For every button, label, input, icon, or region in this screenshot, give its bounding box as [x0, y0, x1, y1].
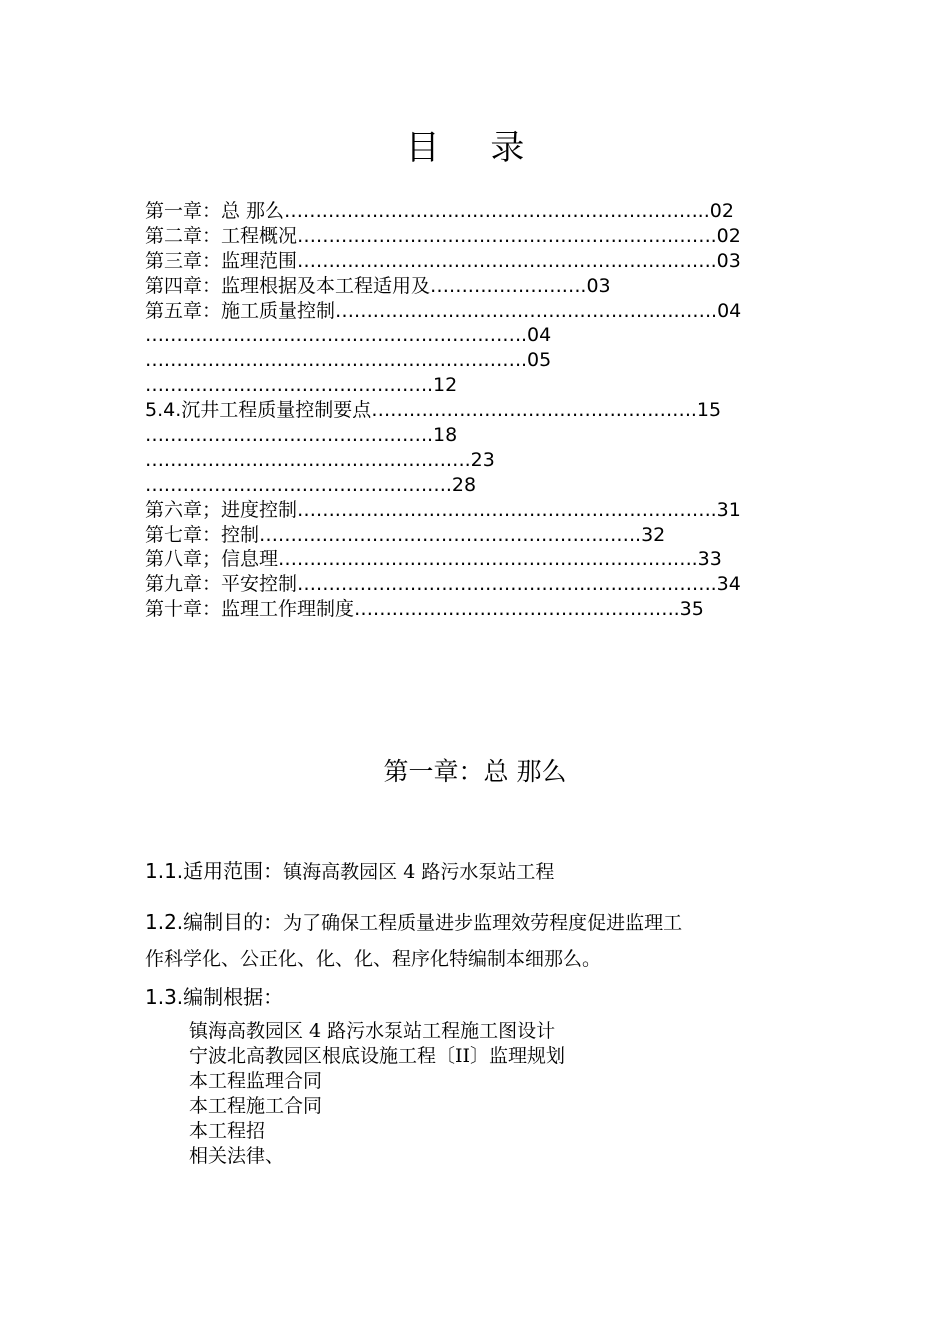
toc-leader: ……………………………………… [145, 424, 428, 447]
toc-page-number: ..02 [697, 200, 734, 222]
list-item: 本工程监理合同 [189, 1070, 323, 1092]
section-heading: 1.1.适用范围： [145, 859, 284, 883]
toc-leader: ………………………………………………………… [297, 249, 711, 272]
section-1-3 [145, 979, 283, 1015]
toc-entry[interactable] [145, 523, 825, 548]
section-1-1 [145, 853, 554, 890]
toc-entry-label: 第七章：控制 [145, 523, 260, 546]
list-item: 宁波北高教园区根底设施工程〔II〕监理规划 [189, 1045, 566, 1067]
list-item: 镇海高教园区 4 路污水泵站工程施工图设计 [189, 1020, 556, 1042]
toc-page-number: .31 [710, 498, 741, 521]
basis-list [189, 1019, 565, 1169]
toc-entry[interactable] [145, 473, 825, 498]
toc-leader: ……………………………………… [145, 374, 428, 397]
toc-entry[interactable] [145, 423, 825, 448]
toc-entry[interactable] [145, 348, 825, 373]
toc-leader: …………………………………………… [371, 399, 691, 422]
toc-entry[interactable] [145, 199, 825, 224]
toc-page-number: .35 [673, 598, 704, 621]
section-heading: 1.2.编制目的： [145, 910, 284, 934]
toc-entry[interactable] [145, 597, 825, 622]
toc-entry[interactable] [145, 224, 825, 249]
toc-entry-label: 第四章：监理根据及本工程适用及 [145, 274, 431, 297]
toc-leader: ………………………………………… [145, 473, 446, 496]
section-body-continuation: 作科学化、公正化、化、化、程序化特编制本细那么。 [145, 948, 602, 970]
toc-leader: ………………………………………………………… [297, 224, 711, 247]
toc-entry-label: 第八章；信息理 [145, 548, 279, 571]
toc-page-number: .15 [690, 399, 722, 422]
toc-page-number: .05 [521, 349, 552, 372]
toc-entry[interactable] [145, 323, 825, 348]
list-item: 本工程招 [189, 1120, 266, 1142]
toc-entry-label: 第九章：平安控制 [145, 573, 298, 596]
toc-page-number: .04 [521, 324, 552, 347]
toc-title: 目 录 [405, 128, 545, 168]
section-heading: 1.3.编制根据： [145, 985, 284, 1009]
toc-leader: ………………………………………………………… [297, 498, 711, 521]
toc-page-number: .23 [464, 448, 495, 471]
toc-leader: …………………………………………… [354, 598, 674, 621]
toc-entry[interactable] [145, 274, 825, 299]
toc-entry-label: 第二章：工程概况 [145, 224, 298, 247]
toc-entry[interactable] [145, 448, 825, 473]
toc-entry[interactable] [145, 498, 825, 523]
toc-page-number: .04 [711, 299, 742, 322]
toc-leader: …………………………………………………… [335, 299, 712, 322]
toc-leader: …………………………………………………… [145, 349, 522, 372]
toc-leader: …………………………………………………… [145, 324, 522, 347]
section-1-2 [145, 904, 682, 941]
toc-leader: ………………………………………………………… [278, 548, 692, 571]
toc-entry-label: 第五章：施工质量控制 [145, 299, 336, 322]
list-item: 本工程施工合同 [189, 1095, 323, 1117]
toc-page-number: .03 [710, 249, 741, 272]
toc-entry[interactable] [145, 299, 825, 324]
toc-entry-label: 5.4.沉井工程质量控制要点 [145, 399, 372, 422]
toc-entry[interactable] [145, 398, 825, 423]
toc-page-number: .03 [580, 274, 611, 297]
toc-leader: …………………………………………………… [259, 523, 636, 546]
toc-entry[interactable] [145, 547, 825, 572]
toc-leader: ………………………………………………………… [284, 200, 698, 222]
toc-leader: …………………… [430, 274, 581, 297]
toc-entry[interactable] [145, 373, 825, 398]
section-body: 镇海高教园区 4 路污水泵站工程 [283, 861, 555, 883]
toc-entry-label: 第三章：监理范围 [145, 249, 298, 272]
toc-page-number: .02 [710, 224, 741, 247]
toc-page-number: .32 [635, 523, 666, 546]
toc-leader: …………………………………………… [145, 448, 465, 471]
toc-entry-label: 第六章；进度控制 [145, 498, 298, 521]
list-item: 相关法律、 [189, 1145, 285, 1167]
toc-page-number: .33 [691, 548, 722, 571]
toc-page-number: .18 [427, 424, 458, 447]
toc-entry-label: 第十章：监理工作理制度 [145, 598, 355, 621]
toc-leader: ………………………………………………………… [297, 573, 711, 596]
toc-entry[interactable] [145, 572, 825, 597]
toc-page-number: .28 [445, 473, 477, 496]
toc-entry[interactable] [145, 249, 825, 274]
toc-page-number: .12 [427, 374, 458, 397]
toc-page-number: .34 [710, 573, 741, 596]
section-body: 为了确保工程质量进步监理效劳程度促进监理工 [283, 912, 683, 934]
toc-entry-label: 第一章：总 那么 [145, 200, 285, 222]
chapter-title: 第一章：总 那么 [383, 757, 567, 786]
table-of-contents [145, 199, 825, 622]
